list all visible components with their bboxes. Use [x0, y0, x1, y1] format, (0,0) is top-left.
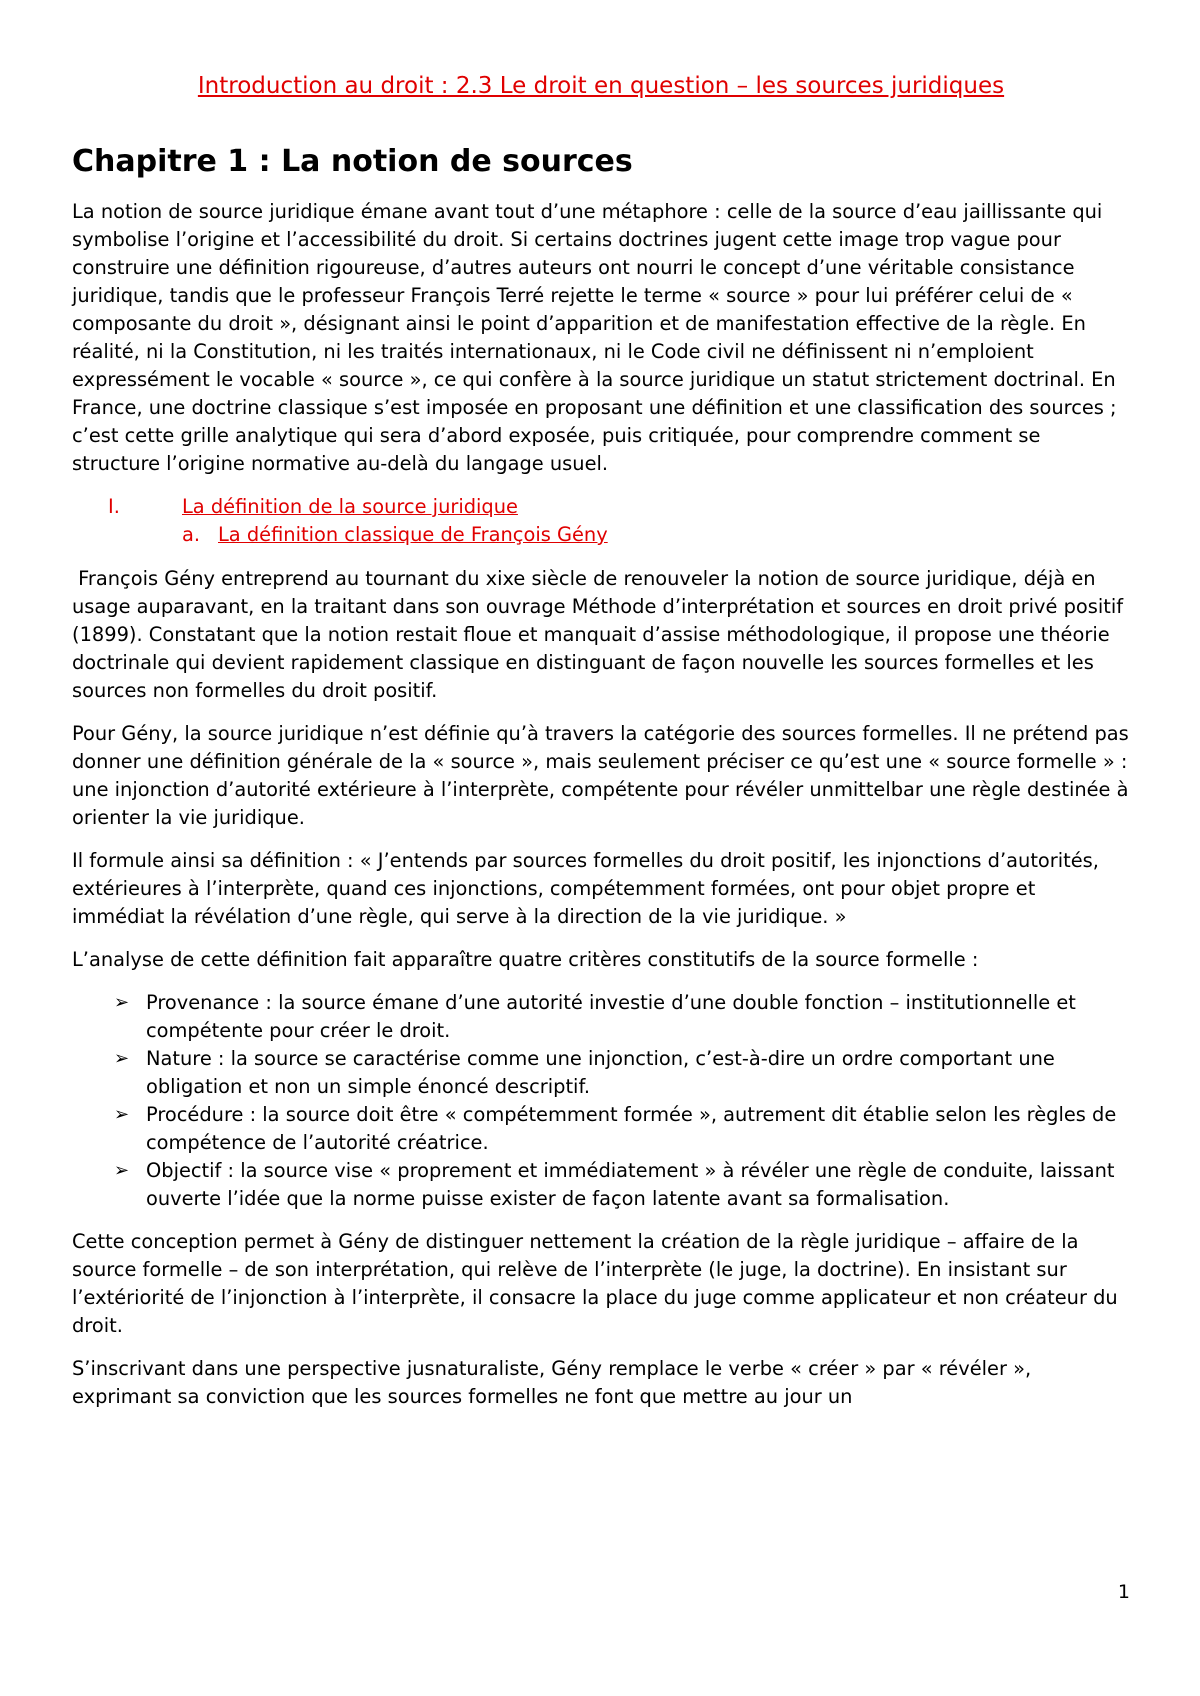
paragraph-geny-definition: Pour Gény, la source juridique n’est définie qu’à travers la catégorie des sources formelles. Il ne prétend pas donner une définition générale de la « source », mais seulement préciser ce qu’est une « source formelle » : une injonction d’autorité extérieure à l’interprète, compétente pour révéler unmittelbar une règle destinée à orienter la vie juridique.	[72, 722, 1129, 829]
paragraph-geny-quote: Il formule ainsi sa définition : « J’entends par sources formelles du droit positif, les injonctions d’autorités, extérieures à l’interprète, quand ces injonctions, compétemment formées, ont pour objet propre et immédiat la révélation d’une règle, qui serve à la direction de la vie juridique. »	[72, 849, 1099, 928]
criterion-text: Provenance : la source émane d’une autorité investie d’une double fonction – institutionnelle et compétente pour créer le droit.	[146, 991, 1076, 1042]
page-number: 1	[1117, 1581, 1130, 1603]
chapter-title: Chapitre 1 : La notion de sources	[72, 144, 633, 179]
criterion-text: Nature : la source se caractérise comme une injonction, c’est-à-dire un ordre comportant une obligation et non un simple énoncé descriptif.	[146, 1047, 1055, 1098]
list-item	[72, 1045, 1130, 1101]
list-item	[72, 1157, 1130, 1213]
criteria-list	[72, 989, 1130, 1213]
paragraph-jusnaturaliste: S’inscrivant dans une perspective jusnaturaliste, Gény remplace le verbe « créer » par « révéler », exprimant sa conviction que les sources formelles ne font que mettre au jour un	[72, 1357, 1032, 1408]
arrow-bullet-icon: ➢	[114, 1048, 130, 1069]
section-headings	[72, 493, 1130, 549]
arrow-bullet-icon: ➢	[114, 992, 130, 1013]
section-number: I.	[108, 495, 120, 518]
list-item	[72, 1101, 1130, 1157]
section-heading-1	[72, 493, 1130, 521]
document-title: Introduction au droit : 2.3 Le droit en question – les sources juridiques	[197, 73, 1005, 99]
paragraph-geny-intro: François Gény entreprend au tournant du xixe siècle de renouveler la notion de source juridique, déjà en usage auparavant, en la traitant dans son ouvrage Méthode d’interprétation et sources en droit privé positif (1899). Constatant que la notion restait floue et manquait d’assise méthodologique, il propose une théorie doctrinale qui devient rapidement classique en distinguant de façon nouvelle les sources formelles et les sources non formelles du droit positif.	[72, 567, 1130, 702]
paragraph-creation-interpretation: Cette conception permet à Gény de distinguer nettement la création de la règle juridique – affaire de la source formelle – de son interprétation, qui relève de l’interprète (le juge, la doctrine). En insistant sur l’extériorité de l’injonction à l’interprète, il consacre la place du juge comme applicateur et non créateur du droit.	[72, 1230, 1118, 1337]
criterion-text: Procédure : la source doit être « compétemment formée », autrement dit établie selon les règles de compétence de l’autorité créatrice.	[146, 1103, 1117, 1154]
intro-paragraph: La notion de source juridique émane avant tout d’une métaphore : celle de la source d’eau jaillissante qui symbolise l’origine et l’accessibilité du droit. Si certains doctrines jugent cette image trop vague pour construire une définition rigoureuse, d’autres auteurs ont nourri le concept d’une véritable consistance juridique, tandis que le professeur François Terré rejette le terme « source » pour lui préférer celui de « composante du droit », désignant ainsi le point d’apparition et de manifestation effective de la règle. En réalité, ni la Constitution, ni les traités internationaux, ni le Code civil ne définissent ni n’emploient expressément le vocable « source », ce qui confère à la source juridique un statut strictement doctrinal. En France, une doctrine classique s’est imposée en proposant une définition et une classification des sources ; c’est cette grille analytique qui sera d’abord exposée, puis critiquée, pour comprendre comment se structure l’origine normative au-delà du langage usuel.	[72, 200, 1117, 475]
criterion-text: Objectif : la source vise « proprement et immédiatement » à révéler une règle de conduite, laissant ouverte l’idée que la norme puisse exister de façon latente avant sa formalisation.	[146, 1159, 1115, 1210]
arrow-bullet-icon: ➢	[114, 1104, 130, 1125]
paragraph-criteria-intro: L’analyse de cette définition fait apparaître quatre critères constitutifs de la source formelle :	[72, 948, 979, 971]
subsection-number: a.	[182, 523, 201, 546]
subsection-label: La définition classique de François Gény	[218, 523, 608, 546]
arrow-bullet-icon: ➢	[114, 1160, 130, 1181]
section-heading-1a	[72, 521, 1130, 549]
list-item	[72, 989, 1130, 1045]
section-label: La définition de la source juridique	[182, 495, 518, 518]
